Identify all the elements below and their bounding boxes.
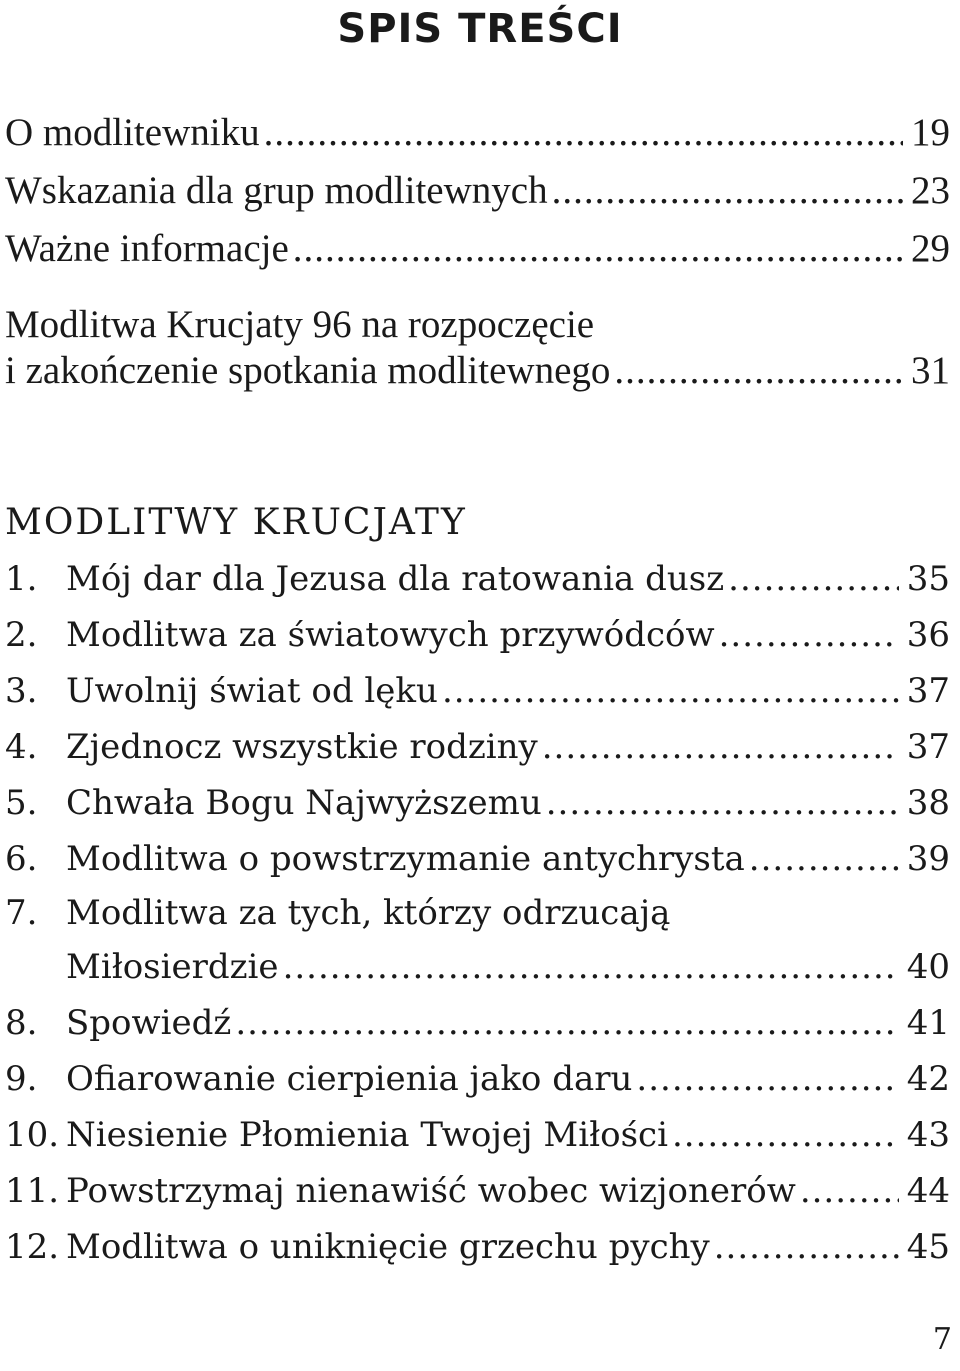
toc-entry-page: 31 [911,349,950,392]
toc-entry-page: 38 [906,783,950,823]
toc-entry-page: 19 [911,111,950,154]
dot-leader [636,1051,898,1107]
dot-leader [542,719,899,775]
toc-entry-page: 41 [906,1003,950,1043]
toc-entry-number: 6. [5,839,38,879]
toc-entry[interactable] [5,995,950,1051]
toc-entry[interactable] [5,719,950,775]
toc-entry[interactable] [5,1219,950,1275]
toc-entry[interactable] [5,663,950,719]
toc-entry-label: Powstrzymaj nienawiść wobec wizjonerów [66,1171,796,1211]
toc-entry[interactable] [5,551,950,607]
toc-entry-label: Niesienie Płomienia Twojej Miłości [66,1115,668,1155]
toc-entry-label: Mój dar dla Jezusa dla ratowania dusz [66,559,725,599]
toc-entry-page: 43 [906,1115,950,1155]
dot-leader [749,831,899,887]
toc-entry[interactable] [5,1107,950,1163]
toc-entry[interactable] [5,607,950,663]
toc-entry-page: 44 [906,1171,950,1211]
toc-entry-label-line2: i zakończenie spotkania modlitewnego [5,349,611,392]
toc-entry-number: 5. [5,783,38,823]
toc-entry-label: Zjednocz wszystkie rodziny [66,727,538,767]
dot-leader [614,348,903,394]
dot-leader [293,220,903,278]
toc-entry-label: O modlitewniku [5,111,260,154]
toc-entry-label: Uwolnij świat od lęku [66,671,438,711]
toc-entry-number: 9. [5,1059,38,1099]
dot-leader [552,162,903,220]
toc-entry-page: 36 [906,615,950,655]
section-heading: MODLITWY KRUCJATY [5,502,467,543]
dot-leader [728,551,899,607]
toc-entry-page: 37 [906,727,950,767]
toc-entry[interactable] [5,1051,950,1107]
toc-entry-number: 7. [5,893,38,933]
toc-entry[interactable] [5,220,950,278]
toc-entry-crusade-96[interactable] [5,302,950,394]
toc-entry[interactable] [5,1163,950,1219]
dot-leader [714,1219,899,1275]
dot-leader [672,1107,899,1163]
toc-entry-page: 37 [906,671,950,711]
dot-leader [283,939,899,995]
toc-entry-prayer-7[interactable] [5,887,950,995]
toc-entry-label: Ważne informacje [5,227,289,270]
toc-prayers [5,495,950,1275]
toc-entry[interactable] [5,162,950,220]
toc-entry-label-line2: Miłosierdzie [66,947,279,987]
toc-entry-label: Modlitwa za światowych przywódców [66,615,715,655]
toc-entry-label-line1: Modlitwa za tych, którzy odrzucają [66,893,671,933]
toc-entry-label: Chwała Bogu Najwyższemu [66,783,542,823]
toc-entry-number: 12. [5,1227,60,1267]
dot-leader [235,995,898,1051]
dot-leader [719,607,899,663]
toc-entry-number: 8. [5,1003,38,1043]
toc-entry-page: 42 [906,1059,950,1099]
toc-entry-page: 23 [911,169,950,212]
toc-entry-label: Wskazania dla grup modlitewnych [5,169,548,212]
toc-entry-label: Modlitwa o uniknięcie grzechu pychy [66,1227,710,1267]
toc-entry-label-line1: Modlitwa Krucjaty 96 na rozpoczęcie [5,303,595,346]
toc-entry-number: 1. [5,559,38,599]
dot-leader [800,1163,899,1219]
toc-entry[interactable] [5,775,950,831]
toc-front-matter [5,104,950,394]
toc-entry-page: 39 [906,839,950,879]
toc-entry-page: 40 [906,947,950,987]
toc-entry-label: Spowiedź [66,1003,232,1043]
dot-leader [546,775,899,831]
toc-entry-page: 35 [906,559,950,599]
toc-entry-number: 10. [5,1115,60,1155]
toc-entry-label: Ofiarowanie cierpienia jako daru [66,1059,633,1099]
page-number: 7 [932,1322,952,1357]
toc-entry-label: Modlitwa o powstrzymanie antychrysta [66,839,745,879]
toc-entry-number: 4. [5,727,38,767]
dot-leader [264,104,903,162]
toc-entry[interactable] [5,104,950,162]
toc-entry-number: 2. [5,615,38,655]
toc-entry[interactable] [5,831,950,887]
dot-leader [442,663,899,719]
toc-entry-page: 29 [911,227,950,270]
page-title: SPIS TREŚCI [337,6,623,52]
toc-entry-number: 3. [5,671,38,711]
toc-entry-page: 45 [906,1227,950,1267]
toc-entry-number: 11. [5,1171,60,1211]
